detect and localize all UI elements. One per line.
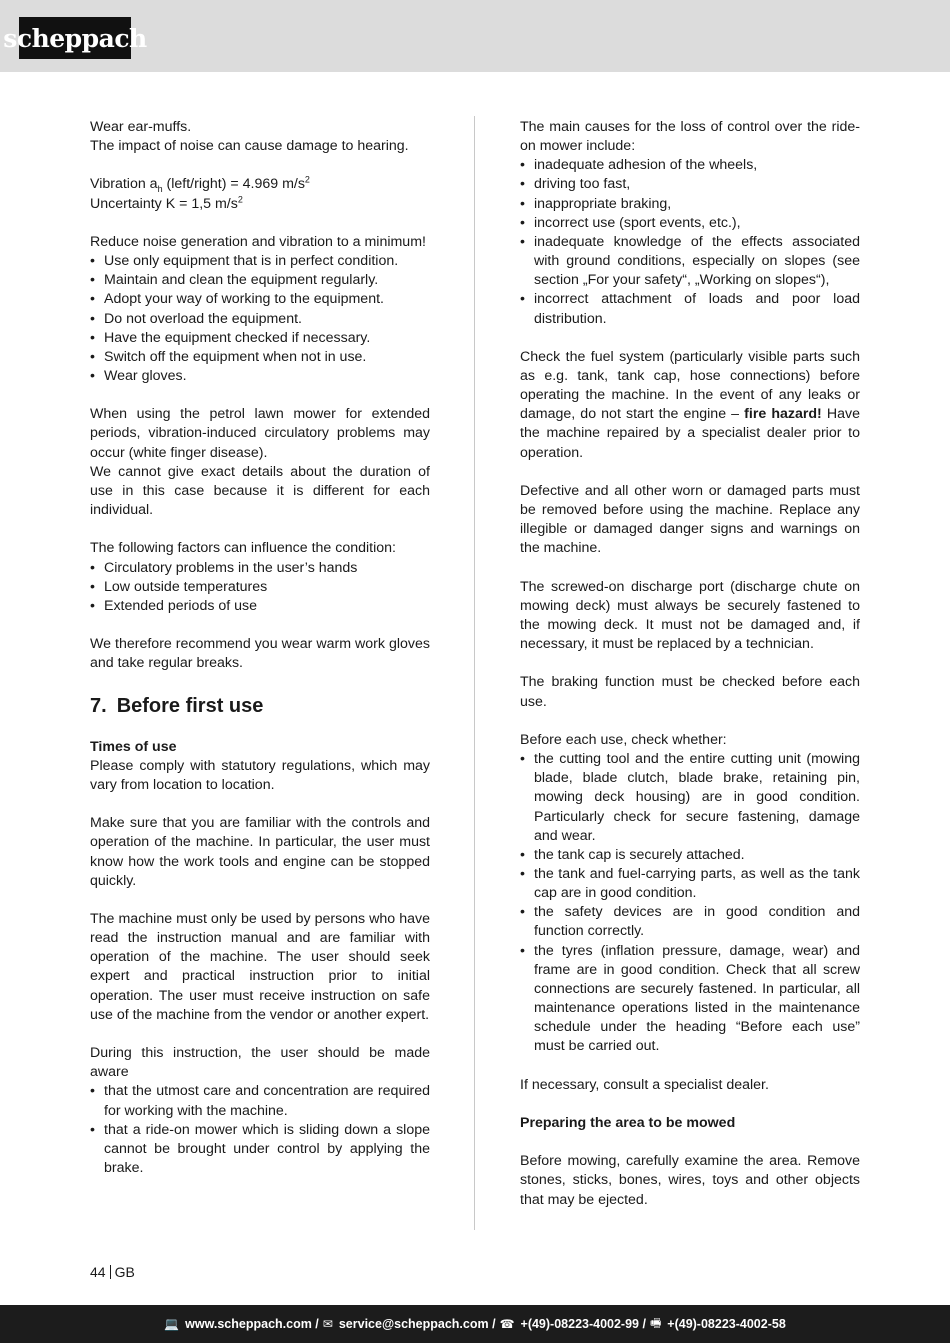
list-item: • Wear gloves. — [90, 367, 430, 386]
factors-intro: The following factors can influence the condition: — [90, 540, 397, 557]
list-item: • incorrect attachment of loads and poor load distribution. — [520, 290, 860, 328]
computer-icon: 💻 — [164, 1317, 180, 1331]
defective-parts-paragraph: Defective and all other worn or damaged parts must be removed before using the machine. Replace any illegible or damaged danger signs and warnings on the machine. — [520, 482, 860, 557]
causes-list — [520, 156, 860, 328]
list-item: • driving too fast, — [520, 175, 860, 194]
page-footer — [0, 1305, 950, 1343]
times-of-use-heading: Times of use — [90, 738, 177, 755]
fax-icon: 🖷 — [649, 1315, 662, 1330]
list-item: • Extended periods of use — [90, 597, 430, 616]
check-list — [520, 750, 860, 1057]
list-item: • inadequate adhesion of the wheels, — [520, 156, 860, 175]
list-item: • Adopt your way of working to the equipment. — [90, 290, 430, 309]
consult-paragraph: If necessary, consult a specialist dealer. — [520, 1076, 769, 1093]
vibration-values: Vibration $a_h$ (left/right) = 4.969 $m/s^2$ Uncertainty K = 1,5 $m/s^2$ — [90, 174, 310, 212]
fax-number: +(49)-08223-4002-58 — [667, 1317, 786, 1331]
list-item: • the cutting tool and the entire cutting unit (mowing blade, blade clutch, blade brake, retaining pin, mowing deck housing) are in good condition. Particularly check for secure fastening, damage and wear. — [520, 750, 860, 846]
list-item: • incorrect use (sport events, etc.), — [520, 214, 860, 233]
list-item: • Use only equipment that is in perfect condition. — [90, 252, 430, 271]
list-item: • Have the equipment checked if necessary. — [90, 329, 430, 348]
mail-icon: ✉ — [322, 1317, 333, 1331]
factors-list — [90, 559, 430, 616]
list-item: • the safety devices are in good condition and function correctly. — [520, 903, 860, 941]
section-heading — [90, 693, 430, 719]
only-used-paragraph: The machine must only be used by persons who have read the instruction manual and are familiar with operation of the machine. The user should seek expert and practical instruction prior to initial operation. The user must receive instruction on safe use of the machine from the vendor or another expert. — [90, 910, 430, 1023]
recommend-paragraph: We therefore recommend you wear warm work gloves and take regular breaks. — [90, 636, 430, 672]
page-number: 44 GB — [90, 1264, 135, 1280]
list-item: • the tank cap is securely attached. — [520, 846, 860, 865]
exact-details-paragraph: We cannot give exact details about the duration of use in this case because it is different for each individual. — [90, 463, 430, 519]
discharge-port-paragraph: The screwed-on discharge port (discharge chute on mowing deck) must always be securely fastened to the mowing deck. It must not be damaged and, if necessary, it must be replaced by a technician. — [520, 578, 860, 653]
phone-number: +(49)-08223-4002-99 / — [520, 1317, 646, 1331]
email-link[interactable]: service@scheppach.com / — [338, 1317, 496, 1331]
list-item: • Do not overload the equipment. — [90, 310, 430, 329]
list-item: • that the utmost care and concentration are required for working with the machine. — [90, 1082, 430, 1120]
check-intro: Before each use, check whether: — [520, 731, 727, 748]
section-number: 7. — [90, 694, 107, 717]
extended-use-paragraph: When using the petrol lawn mower for extended periods, vibration-induced circulatory problems may occur (white finger disease). — [90, 406, 430, 461]
causes-intro: The main causes for the loss of control over the ride-on mower include: — [520, 119, 860, 155]
list-item: • the tyres (inflation pressure, damage, wear) and frame are in good condition. Check that all screw connections are securely fastened. In particular, all maintenance operations listed in the maintenance schedule under the heading “Before each use” must be carried out. — [520, 942, 860, 1057]
list-item: • Maintain and clean the equipment regularly. — [90, 271, 430, 290]
list-item: • Circulatory problems in the user’s hands — [90, 559, 430, 578]
preparing-area-heading: Preparing the area to be mowed — [520, 1115, 736, 1132]
right-column — [520, 118, 860, 1229]
list-item: • the tank and fuel-carrying parts, as well as the tank cap are in good condition. — [520, 865, 860, 903]
list-item: • Low outside temperatures — [90, 578, 430, 597]
during-intro: During this instruction, the user should be made aware — [90, 1045, 430, 1081]
column-divider — [474, 116, 475, 1230]
list-item: • inappropriate braking, — [520, 195, 860, 214]
section-title: Before first use — [116, 694, 264, 717]
website-link[interactable]: www.scheppach.com / — [185, 1317, 319, 1331]
familiar-paragraph: Make sure that you are familiar with the controls and operation of the machine. In particular, the user must know how the work tools and engine can be stopped quickly. — [90, 815, 430, 889]
during-list — [90, 1082, 430, 1178]
phone-icon: ☎ — [499, 1317, 515, 1331]
list-item: • inadequate knowledge of the effects associated with ground conditions, especially on slopes (see section „For your safety“, „Working on slopes“), — [520, 233, 860, 290]
preparing-area-text: Before mowing, carefully examine the area. Remove stones, sticks, bones, wires, toys and other objects that may be ejected. — [520, 1153, 860, 1208]
ear-muffs-paragraph: Wear ear-muffs. The impact of noise can cause damage to hearing. — [90, 119, 409, 155]
brand-logo: scheppach — [19, 17, 131, 59]
reduce-list — [90, 252, 430, 386]
page-number-separator — [110, 1265, 111, 1279]
list-item: • Switch off the equipment when not in use. — [90, 348, 430, 367]
braking-paragraph: The braking function must be checked before each use. — [520, 674, 860, 710]
fire-hazard-warning: fire hazard! — [744, 406, 822, 423]
fuel-system-paragraph: Check the fuel system (particularly visible parts such as e.g. tank, tank cap, hose connections) before operating the machine. In the event of any leaks or damage, do not start the engine – fire hazard! Have the machine repaired by a specialist dealer prior to operation. — [520, 348, 860, 461]
times-of-use-text: Please comply with statutory regulations, which may vary from location to location. — [90, 757, 430, 793]
page-header — [0, 0, 950, 72]
left-column — [90, 118, 430, 1197]
list-item: • that a ride-on mower which is sliding down a slope cannot be brought under control by applying the brake. — [90, 1121, 430, 1178]
reduce-intro: Reduce noise generation and vibration to a minimum! — [90, 233, 426, 250]
